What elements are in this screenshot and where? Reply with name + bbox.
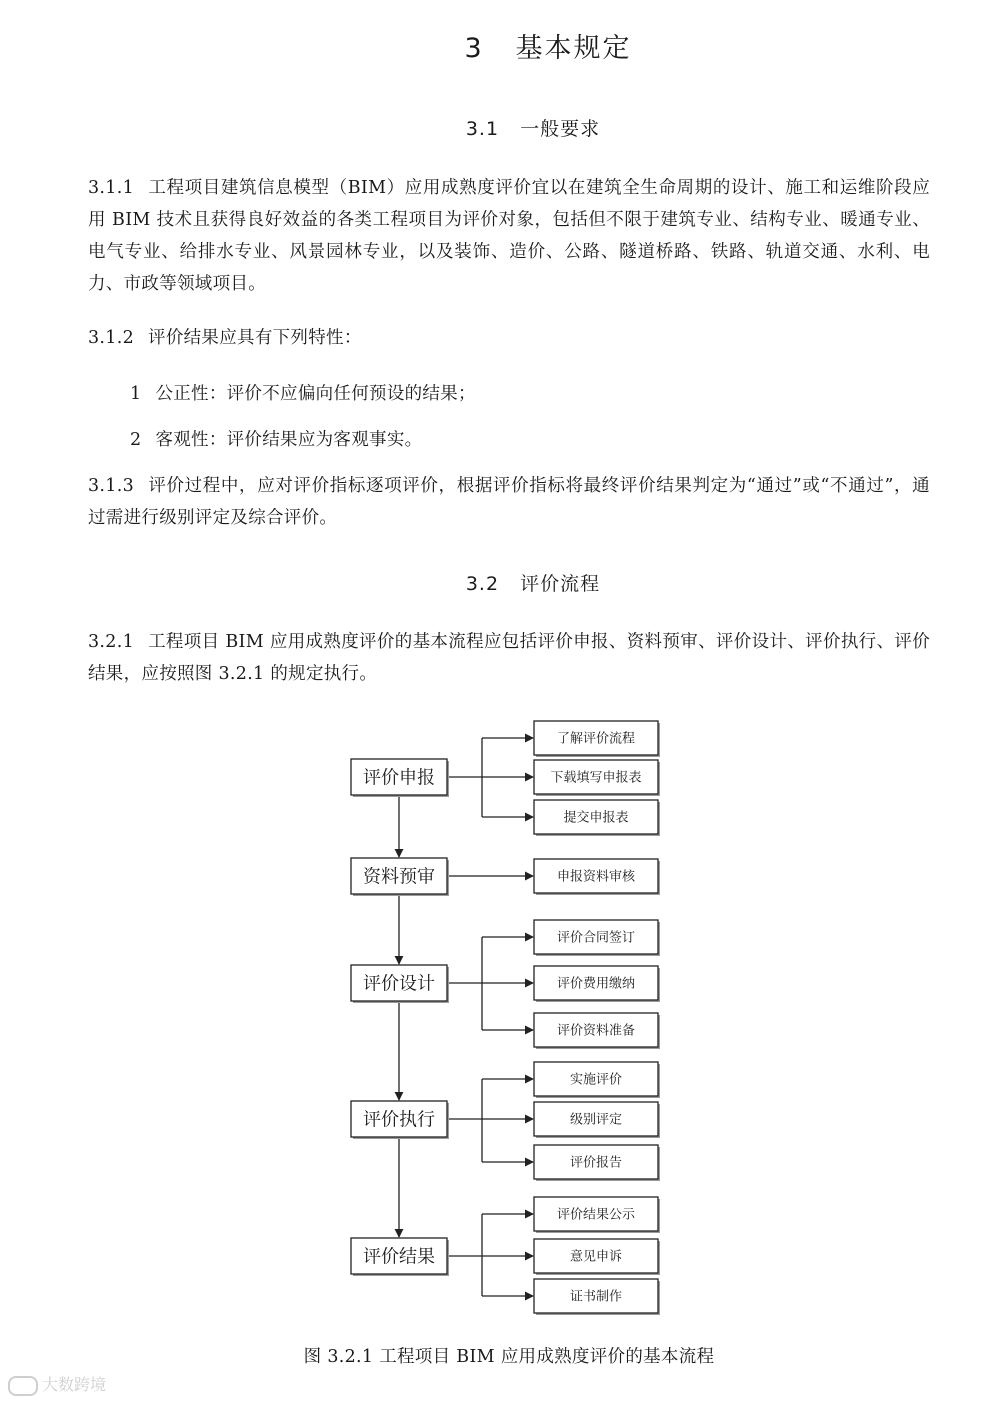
step-box-4-1 — [534, 1062, 660, 1098]
watermark — [8, 1372, 106, 1396]
step-box-5-3-label: 证书制作 — [569, 1289, 623, 1305]
step-box-1-1-label: 了解评价流程 — [556, 731, 636, 747]
figure-caption: 图 3.2.1 工程项目 BIM 应用成熟度评价的基本流程 — [303, 1347, 715, 1367]
clause-text: 工程项目 BIM 应用成熟度评价的基本流程应包括评价申报、资料预审、评价设计、评价执行、评价结果，应按照图 3.2.1 的规定执行。 — [88, 632, 930, 684]
stage-box-1 — [351, 759, 449, 797]
step-box-1-2 — [534, 760, 660, 796]
step-box-4-2 — [534, 1102, 660, 1138]
section-number: 3.1 — [465, 118, 500, 140]
section-number: 3.2 — [465, 573, 500, 595]
stage-box-5 — [351, 1238, 449, 1276]
clause-text: 工程项目建筑信息模型（BIM）应用成熟度评价宜以在建筑全生命周期的设计、施工和运维阶段应用 BIM 技术且获得良好效益的各类工程项目为评价对象，包括但不限于建筑专业、结构专业、暖通专业、电气专业、给排水专业、风景园林专业，以及装饰、造价、公路、隧道桥路、铁路、轨道交通、水利、电力、市政等领域项目。 — [88, 178, 930, 294]
step-box-3-3-label: 评价资料准备 — [556, 1023, 636, 1039]
step-box-3-1-label: 评价合同签订 — [556, 930, 636, 946]
item-number: 1 — [130, 384, 142, 404]
watermark-logo-icon — [8, 1376, 38, 1396]
step-box-1-2-label: 下载填写申报表 — [550, 770, 642, 786]
clause-number: 3.1.2 — [88, 328, 135, 348]
clause-number: 3.1.1 — [88, 178, 135, 198]
step-box-5-1-label: 评价结果公示 — [556, 1207, 636, 1223]
step-box-4-1-label: 实施评价 — [569, 1072, 623, 1088]
stage-box-2-label: 资料预审 — [363, 866, 435, 888]
clause-text: 评价结果应具有下列特性： — [148, 328, 362, 348]
step-box-1-1 — [534, 721, 660, 757]
step-box-5-3 — [534, 1279, 660, 1315]
step-box-4-3-label: 评价报告 — [569, 1155, 623, 1171]
step-box-2-1 — [534, 859, 660, 895]
step-box-3-2-label: 评价费用缴纳 — [556, 976, 636, 992]
item-text: 客观性：评价结果应为客观事实。 — [155, 430, 423, 450]
section-title: 一般要求 — [520, 118, 601, 140]
step-box-4-2-label: 级别评定 — [569, 1112, 623, 1128]
stage-box-3-label: 评价设计 — [363, 973, 435, 995]
step-box-3-2 — [534, 966, 660, 1002]
stage-box-1-label: 评价申报 — [363, 767, 435, 789]
stage-box-3 — [351, 965, 449, 1003]
step-box-5-2 — [534, 1239, 660, 1275]
stage-box-4 — [351, 1101, 449, 1139]
stage-box-5-label: 评价结果 — [363, 1246, 435, 1268]
stage-box-2 — [351, 858, 449, 896]
section-title: 评价流程 — [520, 573, 601, 595]
step-box-4-3 — [534, 1145, 660, 1181]
item-text: 公正性：评价不应偏向任何预设的结果； — [155, 384, 476, 404]
clause-number: 3.1.3 — [88, 476, 135, 496]
step-box-1-3-label: 提交申报表 — [563, 810, 629, 826]
step-box-3-1 — [534, 920, 660, 956]
step-box-5-1 — [534, 1197, 660, 1233]
chapter-title-text: 基本规定 — [515, 33, 632, 64]
step-box-3-3 — [534, 1013, 660, 1049]
chapter-number: 3 — [464, 33, 484, 64]
clause-text: 评价过程中，应对评价指标逐项评价，根据评价指标将最终评价结果判定为“通过”或“不通过”，通过需进行级别评定及综合评价。 — [88, 476, 930, 528]
step-box-5-2-label: 意见申诉 — [569, 1249, 623, 1265]
step-box-2-1-label: 申报资料审核 — [556, 869, 636, 885]
item-number: 2 — [130, 430, 142, 450]
clause-number: 3.2.1 — [88, 632, 135, 652]
stage-box-4-label: 评价执行 — [363, 1109, 435, 1131]
watermark-text: 大数跨境 — [42, 1375, 107, 1394]
step-box-1-3 — [534, 800, 660, 836]
